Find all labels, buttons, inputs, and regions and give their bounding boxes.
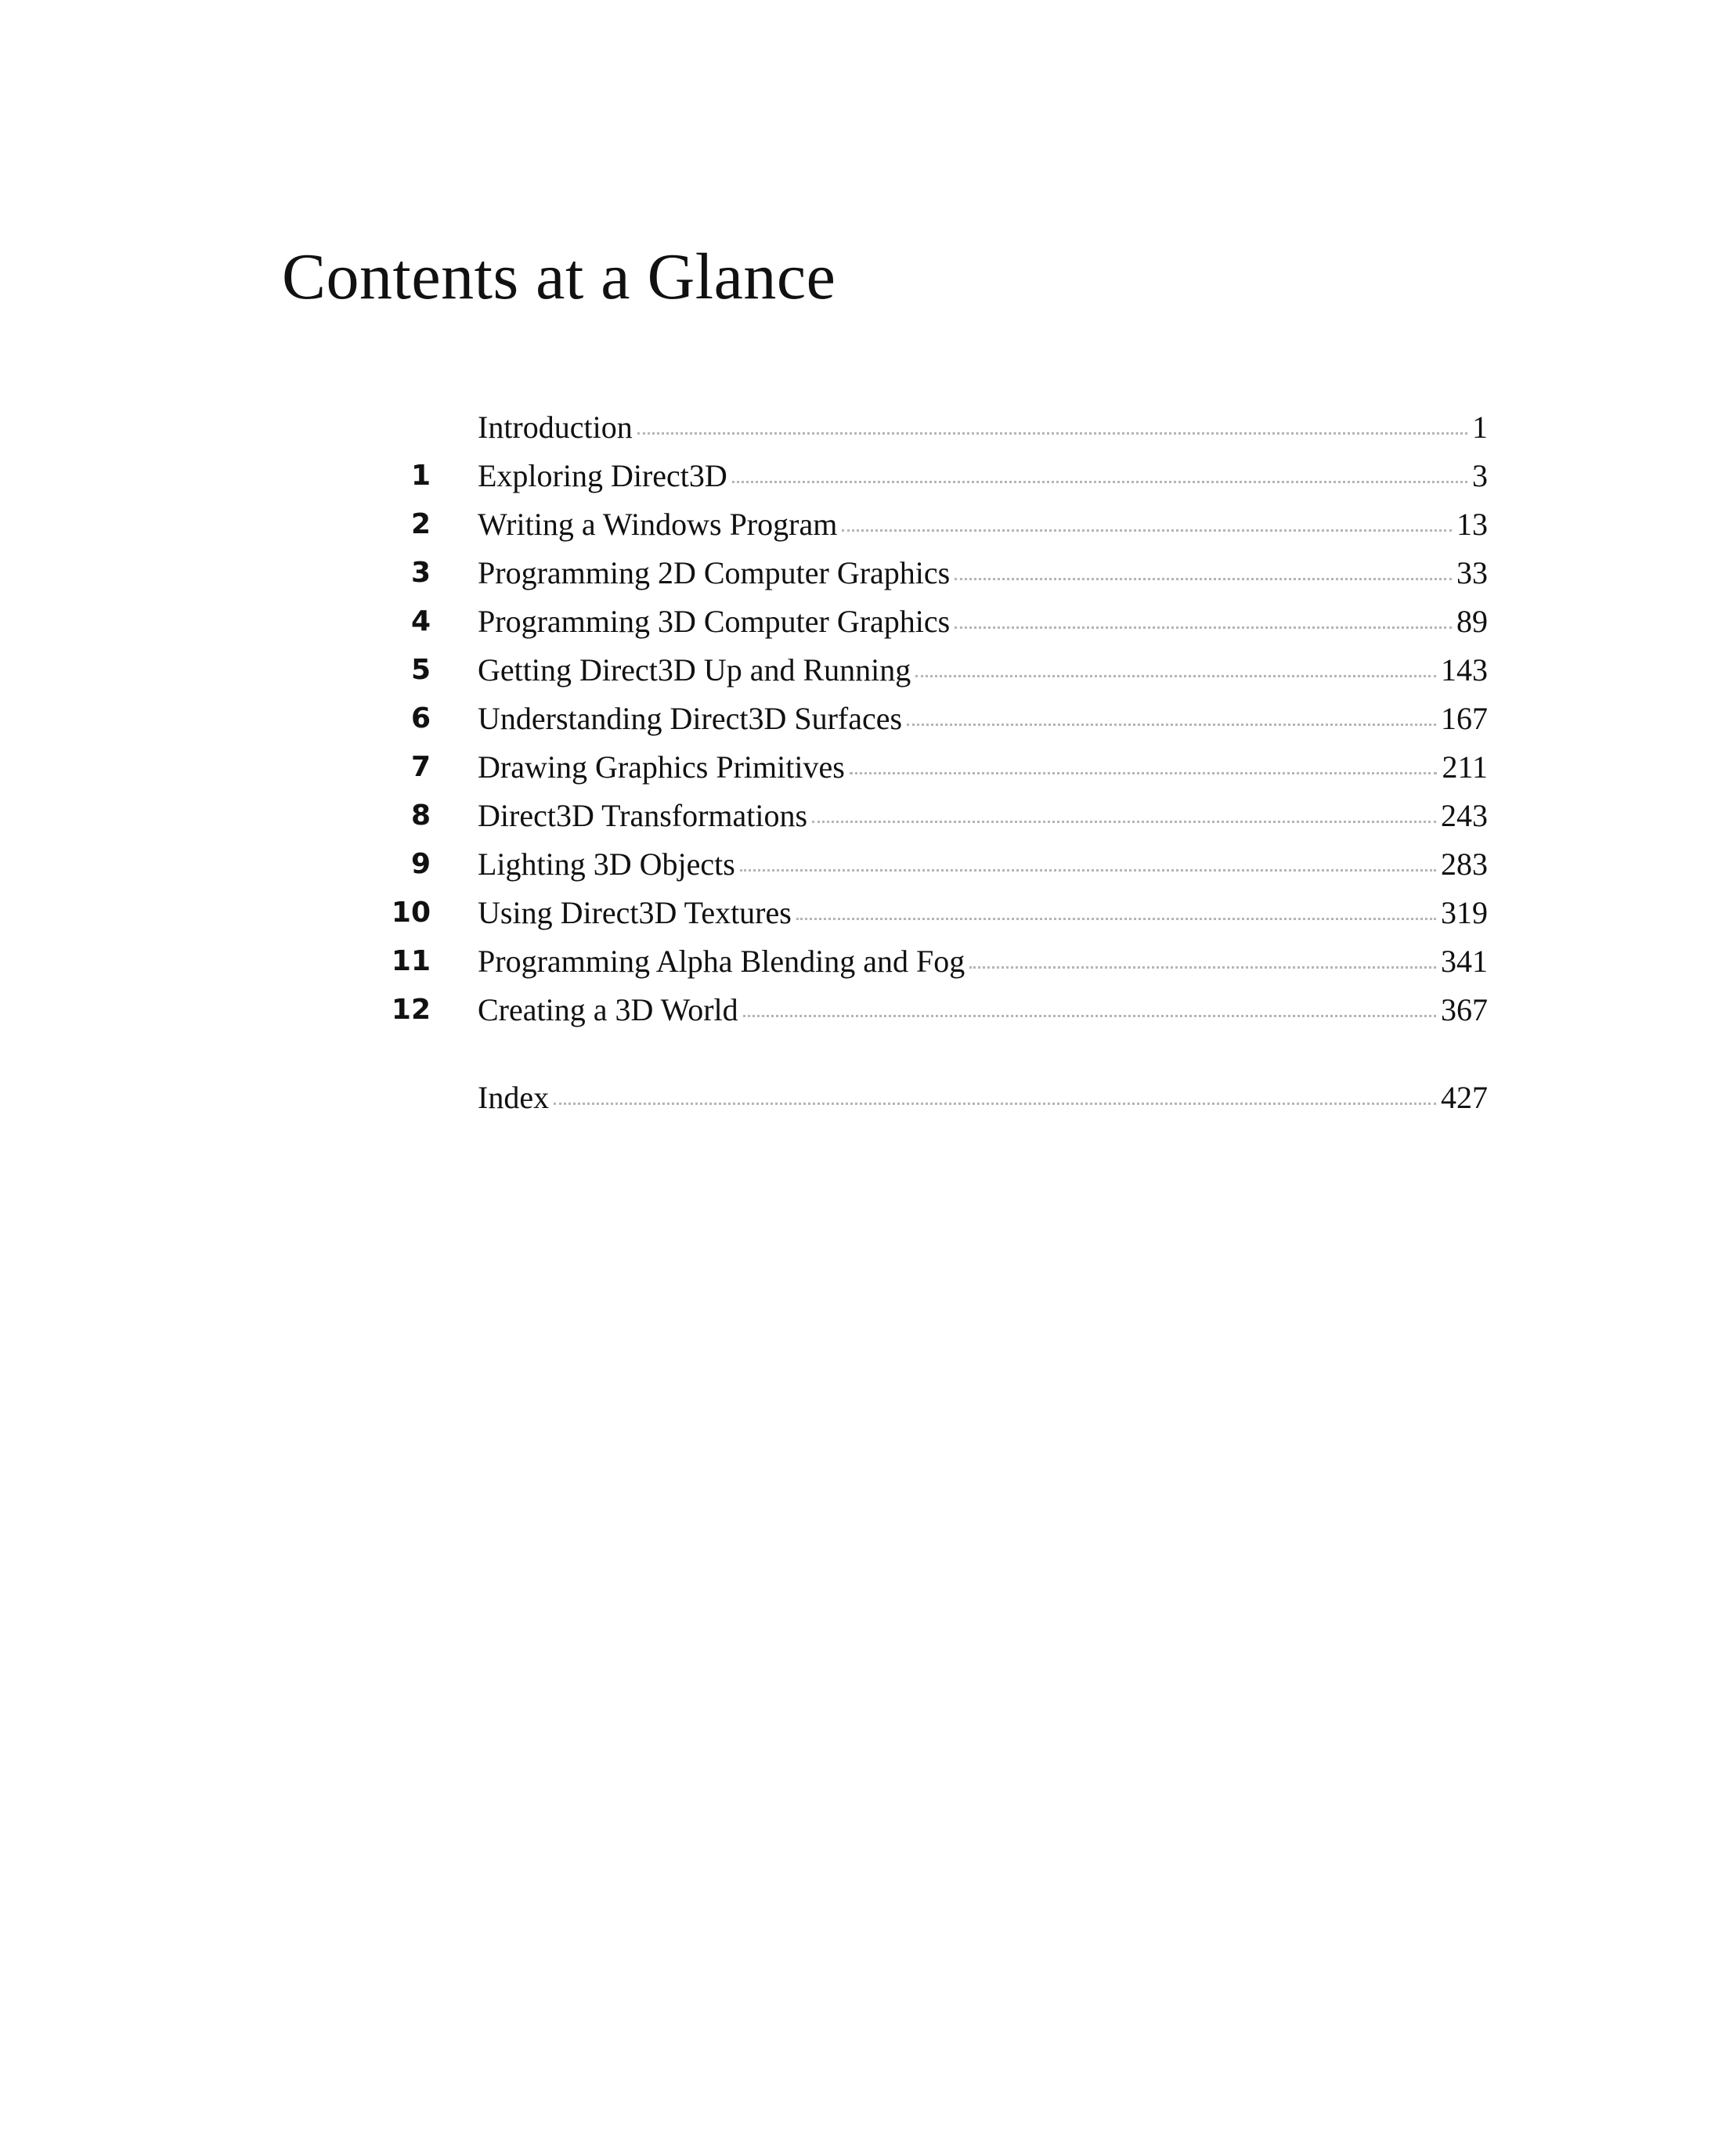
page-number: 427 bbox=[1441, 1080, 1488, 1115]
dot-leader bbox=[740, 869, 1436, 872]
page-number: 341 bbox=[1441, 944, 1488, 979]
dot-leader bbox=[955, 626, 1452, 629]
page-number: 13 bbox=[1456, 507, 1488, 542]
chapter-number: 7 bbox=[410, 751, 431, 783]
toc-row-chapter-7[interactable] bbox=[384, 743, 1488, 792]
toc-row-chapter-3[interactable] bbox=[384, 549, 1488, 597]
dot-leader bbox=[850, 772, 1438, 774]
dot-leader bbox=[812, 821, 1436, 823]
chapter-title: Creating a 3D World bbox=[478, 992, 738, 1027]
dot-leader bbox=[907, 724, 1436, 726]
chapter-title: Getting Direct3D Up and Running bbox=[478, 652, 911, 688]
toc-row-chapter-12[interactable] bbox=[384, 986, 1488, 1034]
chapter-number: 4 bbox=[410, 605, 431, 637]
page-number: 211 bbox=[1442, 749, 1488, 785]
dot-leader bbox=[842, 529, 1452, 532]
chapter-number: 1 bbox=[410, 460, 431, 492]
chapter-title: Exploring Direct3D bbox=[478, 458, 727, 493]
page-number: 89 bbox=[1456, 604, 1488, 639]
toc-row-chapter-2[interactable] bbox=[384, 500, 1488, 549]
dot-leader bbox=[969, 966, 1436, 969]
page-number: 243 bbox=[1441, 798, 1488, 833]
page-number: 3 bbox=[1472, 458, 1488, 493]
toc-row-chapter-11[interactable] bbox=[384, 937, 1488, 986]
chapter-number: 9 bbox=[410, 848, 431, 880]
dot-leader bbox=[796, 918, 1436, 920]
toc-row-chapter-8[interactable] bbox=[384, 792, 1488, 840]
dot-leader bbox=[637, 432, 1467, 435]
table-of-contents bbox=[384, 403, 1488, 1122]
toc-row-index[interactable] bbox=[384, 1074, 1488, 1122]
toc-row-chapter-9[interactable] bbox=[384, 840, 1488, 889]
chapter-number: 5 bbox=[410, 654, 431, 686]
dot-leader bbox=[732, 481, 1467, 483]
chapter-title: Writing a Windows Program bbox=[478, 507, 838, 542]
toc-row-chapter-4[interactable] bbox=[384, 597, 1488, 646]
chapter-title: Programming 3D Computer Graphics bbox=[478, 604, 951, 639]
page-number: 283 bbox=[1441, 846, 1488, 882]
toc-row-chapter-6[interactable] bbox=[384, 695, 1488, 743]
page-number: 167 bbox=[1441, 701, 1488, 736]
chapter-title: Index bbox=[478, 1080, 550, 1115]
chapter-title: Drawing Graphics Primitives bbox=[478, 749, 845, 785]
chapter-number: 3 bbox=[410, 557, 431, 589]
chapter-number: 2 bbox=[410, 508, 431, 540]
page-number: 367 bbox=[1441, 992, 1488, 1027]
chapter-number: 8 bbox=[410, 799, 431, 832]
chapter-number: 12 bbox=[391, 994, 431, 1026]
dot-leader bbox=[554, 1103, 1436, 1105]
page-title: Contents at a Glance bbox=[282, 240, 836, 313]
toc-row-chapter-10[interactable] bbox=[384, 889, 1488, 937]
toc-row-chapter-1[interactable] bbox=[384, 452, 1488, 500]
chapter-number: 6 bbox=[410, 702, 431, 735]
dot-leader bbox=[915, 675, 1436, 677]
chapter-title: Introduction bbox=[478, 410, 633, 445]
chapter-title: Understanding Direct3D Surfaces bbox=[478, 701, 903, 736]
chapter-title: Direct3D Transformations bbox=[478, 798, 808, 833]
dot-leader bbox=[743, 1015, 1436, 1017]
toc-row-chapter-5[interactable] bbox=[384, 646, 1488, 695]
chapter-title: Programming Alpha Blending and Fog bbox=[478, 944, 965, 979]
page-number: 1 bbox=[1472, 410, 1488, 445]
page-number: 319 bbox=[1441, 895, 1488, 930]
chapter-number: 10 bbox=[391, 897, 431, 929]
toc-row-introduction[interactable] bbox=[384, 403, 1488, 452]
dot-leader bbox=[955, 578, 1452, 580]
chapter-title: Programming 2D Computer Graphics bbox=[478, 555, 951, 590]
chapter-number: 11 bbox=[391, 945, 431, 977]
chapter-title: Using Direct3D Textures bbox=[478, 895, 792, 930]
chapter-title: Lighting 3D Objects bbox=[478, 846, 735, 882]
page-number: 33 bbox=[1456, 555, 1488, 590]
page-number: 143 bbox=[1441, 652, 1488, 688]
